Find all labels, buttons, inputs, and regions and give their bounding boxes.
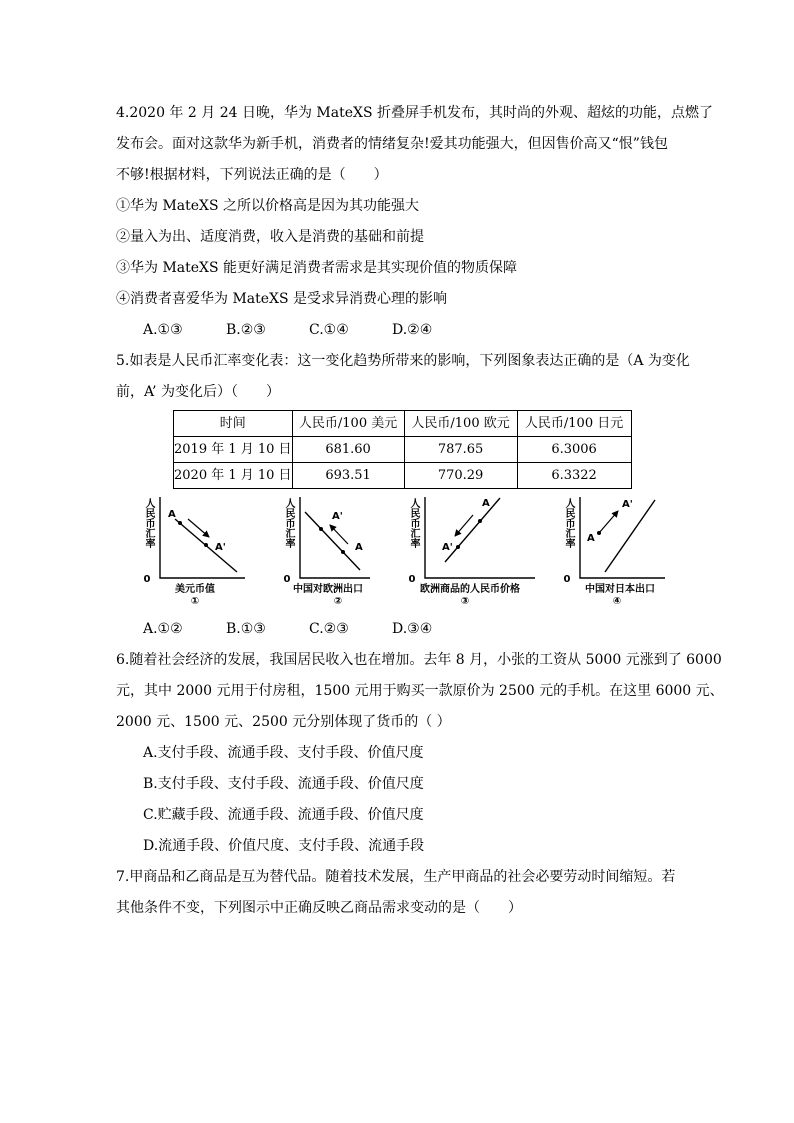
table-row <box>174 437 632 463</box>
q6-stem-line: 6.随着社会经济的发展，我国居民收入也在增加。去年 8 月，小张的工资从 5000 元涨到了 6000 <box>116 651 722 668</box>
question-4 <box>116 98 713 346</box>
q6-stem-line: 元，其中 2000 元用于付房租，1500 元用于购买一款原价为 2500 元的手机。在这里 6000 元、 <box>116 682 724 699</box>
q4-statement: ②量入为出、适度消费，收入是消费的基础和前提 <box>116 228 424 245</box>
point-before-label: A <box>168 509 176 520</box>
q6-option-c: C.贮藏手段、流通手段、流通手段、价值尺度 <box>143 806 424 823</box>
table-cell: 6.3322 <box>517 463 631 489</box>
point-after-dot <box>319 527 323 531</box>
origin-label: 0 <box>283 574 291 585</box>
x-axis-label: 欧洲商品的人民币价格 <box>420 584 520 595</box>
table-cell: 681.60 <box>292 437 404 463</box>
point-after-label: A' <box>442 542 453 553</box>
figure-2 <box>275 490 385 612</box>
trend-line <box>605 500 655 572</box>
q4-stem-line: 不够!根据材料，下列说法正确的是（ ） <box>116 166 388 183</box>
question-5-stem <box>116 346 690 408</box>
q6-option-a: A.支付手段、流通手段、支付手段、价值尺度 <box>143 744 424 761</box>
table-header-cell: 人民币/100 欧元 <box>404 411 517 437</box>
question-7 <box>116 862 675 924</box>
y-axis-label: 人民币汇率 <box>563 498 574 548</box>
question-5-options <box>116 614 475 645</box>
point-before-dot <box>478 519 482 523</box>
table-cell: 6.3006 <box>517 437 631 463</box>
q6-stem-line: 2000 元、1500 元、2500 元分别体现了货币的（ ） <box>116 713 451 730</box>
point-before-dot <box>178 521 182 525</box>
q5-option-b: B.①③ <box>226 620 266 637</box>
x-axis-label: 中国对欧洲出口 <box>293 584 363 595</box>
q5-option-c: C.②③ <box>309 620 349 637</box>
q4-stem-line: 4.2020 年 2 月 24 日晚，华为 MateXS 折叠屏手机发布，其时尚的外观、超炫的功能，点燃了 <box>116 104 714 121</box>
figure-1-graph <box>135 490 260 612</box>
q4-option-b: B.②③ <box>226 321 266 338</box>
y-axis-label: 人民币汇率 <box>143 498 154 548</box>
figure-2-graph <box>275 490 385 612</box>
q5-options <box>116 614 475 645</box>
figure-number: ④ <box>612 596 622 607</box>
axes <box>300 497 370 578</box>
table-header-cell: 人民币/100 美元 <box>292 411 404 437</box>
figure-1 <box>135 490 260 612</box>
q6-option-d: D.流通手段、价值尺度、支付手段、流通手段 <box>143 837 425 854</box>
origin-label: 0 <box>563 574 571 585</box>
q4-options <box>116 315 713 346</box>
q4-option-c: C.①④ <box>309 321 349 338</box>
y-axis-label: 人民币汇率 <box>408 498 419 548</box>
origin-label: 0 <box>408 574 416 585</box>
table-header-cell: 人民币/100 日元 <box>517 411 631 437</box>
figure-4-graph <box>555 490 675 612</box>
table-header-cell: 时间 <box>174 411 293 437</box>
q4-statement: ③华为 MateXS 能更好满足消费者需求是其实现价值的物质保障 <box>116 259 518 276</box>
q4-stem-line: 发布会。面对这款华为新手机，消费者的情绪复杂!爱其功能强大，但因售价高又“恨”钱包 <box>116 135 668 152</box>
q4-option-d: D.②④ <box>392 321 433 338</box>
trend-line <box>445 498 500 562</box>
table-cell: 787.65 <box>404 437 517 463</box>
point-after-dot <box>456 545 460 549</box>
table-cell: 770.29 <box>404 463 517 489</box>
q7-stem-line: 7.甲商品和乙商品是互为替代品。随着技术发展，生产甲商品的社会必要劳动时间缩短。若 <box>116 868 676 885</box>
q5-option-a: A.①② <box>143 620 183 637</box>
table-cell: 2020 年 1 月 10 日 <box>174 463 293 489</box>
q7-stem-line: 其他条件不变，下列图示中正确反映乙商品需求变动的是（ ） <box>116 899 522 916</box>
q4-option-a: A.①③ <box>143 321 183 338</box>
question-6 <box>116 645 724 862</box>
point-before-dot <box>341 550 345 554</box>
q4-statement: ①华为 MateXS 之所以价格高是因为其功能强大 <box>116 197 420 214</box>
point-after-label: A' <box>622 499 633 510</box>
point-after-label: A' <box>215 542 226 553</box>
point-before-label: A <box>587 533 595 544</box>
table-cell: 2019 年 1 月 10 日 <box>174 437 293 463</box>
figure-4 <box>555 490 675 612</box>
q4-statement: ④消费者喜爱华为 MateXS 是受求异消费心理的影响 <box>116 290 448 307</box>
figure-3 <box>400 490 545 612</box>
table-header-row <box>174 411 632 437</box>
figure-3-graph <box>400 490 545 612</box>
exchange-rate-table <box>173 410 632 489</box>
table-row <box>174 463 632 489</box>
q5-stem-line: 5.如表是人民币汇率变化表：这一变化趋势所带来的影响，下列图象表达正确的是（A 为变化 <box>116 352 690 369</box>
table-cell: 693.51 <box>292 463 404 489</box>
q5-option-d: D.③④ <box>392 620 433 637</box>
point-before-label: A <box>482 498 490 509</box>
point-after-label: A' <box>332 511 343 522</box>
figure-number: ① <box>190 596 200 607</box>
point-before-dot <box>597 531 601 535</box>
y-axis-label: 人民币汇率 <box>283 498 294 548</box>
figure-number: ② <box>333 596 343 607</box>
point-after-dot <box>204 543 208 547</box>
change-arrow <box>188 519 209 537</box>
q6-option-b: B.支付手段、支付手段、流通手段、价值尺度 <box>143 775 424 792</box>
axes <box>425 497 535 578</box>
x-axis-label: 中国对日本出口 <box>585 584 655 595</box>
point-before-label: A <box>355 542 363 553</box>
figure-number: ③ <box>460 596 470 607</box>
origin-label: 0 <box>143 574 151 585</box>
change-arrow <box>599 511 618 533</box>
x-axis-label: 美元币值 <box>175 584 215 595</box>
q5-stem-line: 前，A’ 为变化后）（ ） <box>116 383 280 400</box>
